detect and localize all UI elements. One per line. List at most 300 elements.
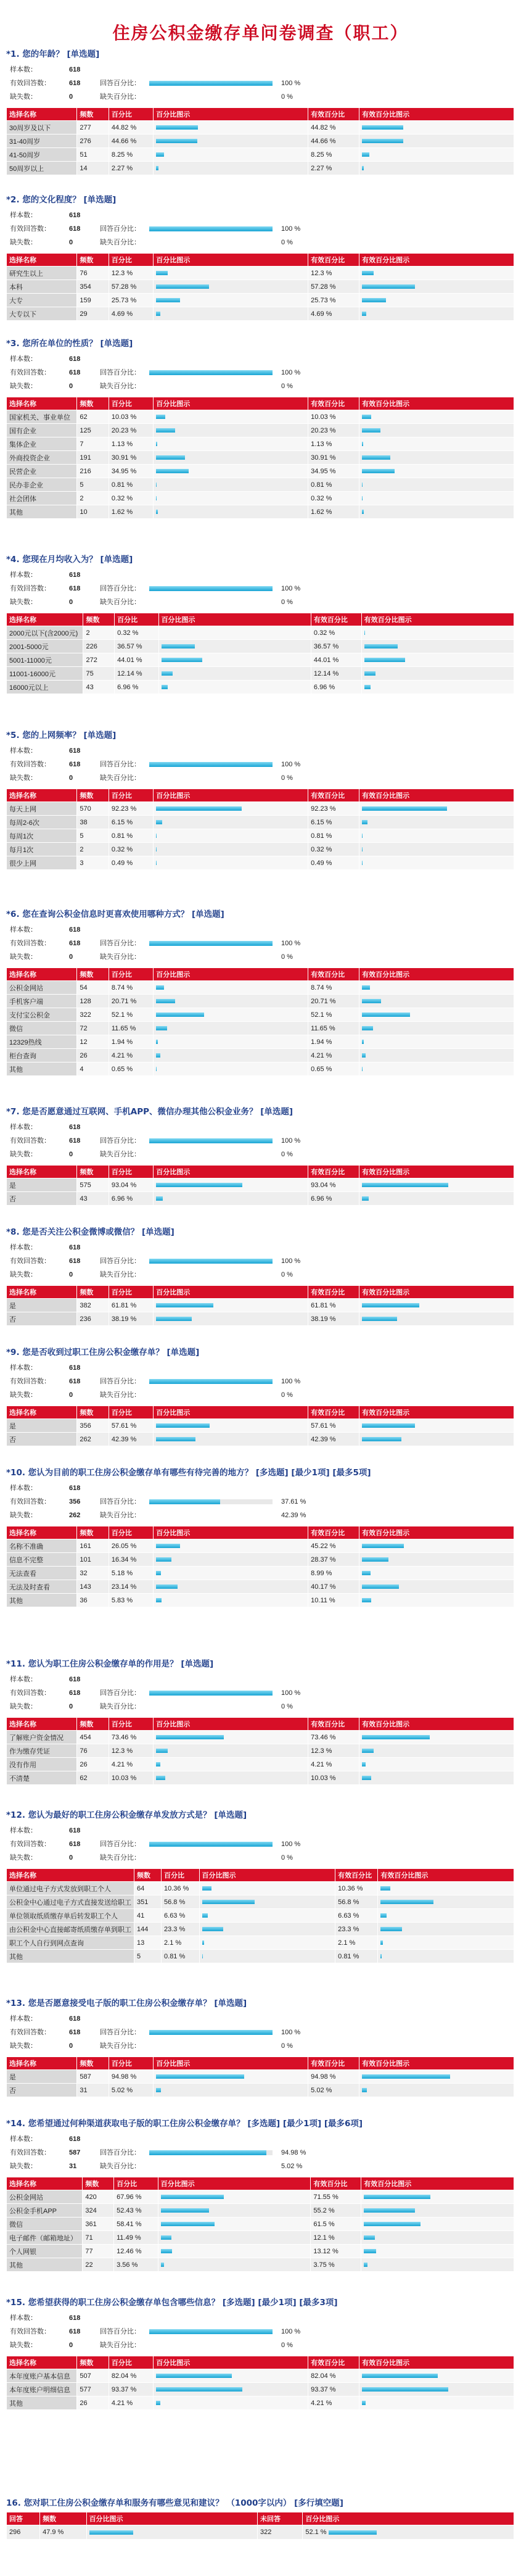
question-meta [6, 1120, 515, 1161]
missing-pct-label: 缺失百分比： [100, 383, 141, 390]
option-valid-pct: 3.75 % [311, 2258, 361, 2272]
sample-value: 618 [69, 1244, 81, 1251]
question-3 [6, 336, 515, 519]
option-pct: 44.82 % [109, 121, 153, 135]
option-name: 11001-16000元 [7, 667, 83, 681]
option-valid-pct-bar [362, 834, 454, 838]
options-table [6, 789, 514, 870]
header-option: 选择名称 [7, 2057, 77, 2070]
sample-value: 618 [69, 926, 81, 934]
option-pct-bar [156, 861, 248, 865]
sample-label: 样本数： [10, 212, 37, 219]
option-name: 无法及时查看 [7, 1580, 77, 1594]
option-valid-pct: 4.69 % [308, 307, 359, 321]
option-count: 43 [83, 681, 115, 694]
options-table [6, 253, 514, 321]
option-row [7, 1771, 514, 1785]
valid-pct-bar [149, 2030, 273, 2035]
option-valid-pct-bar [364, 2235, 456, 2240]
header-count: 频数 [77, 2057, 109, 2070]
option-pct: 0.65 % [109, 1062, 153, 1076]
valid-pct-bar [149, 1138, 273, 1143]
option-valid-pct: 30.91 % [308, 451, 359, 465]
option-valid-pct: 4.21 % [308, 2396, 359, 2410]
option-pct-bar [156, 312, 248, 316]
option-count: 43 [77, 1192, 109, 1206]
missing-value: 0 [69, 93, 73, 101]
option-valid-pct-bar [364, 685, 457, 689]
option-count: 276 [77, 135, 109, 148]
option-pct-bar [156, 2401, 248, 2405]
meta-missing-row [10, 1148, 515, 1161]
missing-pct-label: 缺失百分比： [100, 1151, 141, 1158]
option-row [7, 1580, 514, 1594]
valid-label: 有效回答数： [10, 1257, 51, 1265]
option-valid-pct-bar [362, 1584, 454, 1589]
question-10 [6, 1465, 515, 1607]
valid-label: 有效回答数： [10, 2029, 51, 2036]
question-title: *9. 您是否收到过职工住房公积金缴存单？ [单选题] [6, 1348, 200, 1357]
option-count: 64 [134, 1882, 162, 1895]
option-row [7, 1062, 514, 1076]
option-name: 50周岁以上 [7, 162, 77, 175]
option-name: 本科 [7, 280, 77, 294]
header-valid-pct: 有效百分比 [311, 2177, 361, 2190]
valid-pct-value: 100 % [281, 2328, 301, 2335]
header-option: 选择名称 [7, 789, 77, 802]
option-row [7, 1895, 514, 1909]
valid-pct-label: 回答百分比： [100, 761, 141, 768]
option-count: 577 [77, 2383, 109, 2396]
option-name: 外商投资企业 [7, 451, 77, 465]
missing-label: 缺失数： [10, 1854, 37, 1862]
header-count: 频数 [134, 1869, 162, 1882]
option-valid-pct: 0.81 % [308, 829, 359, 843]
q16-not-pct: 52.1 % [305, 2528, 327, 2536]
valid-pct-bar [149, 1379, 273, 1384]
option-valid-pct: 0.81 % [308, 478, 359, 492]
option-count: 38 [77, 816, 109, 829]
option-name: 其他 [7, 505, 77, 519]
header-pct: 百分比 [114, 2177, 158, 2190]
header-option: 选择名称 [7, 1406, 77, 1419]
header-pct: 百分比 [109, 1718, 153, 1731]
header-valid-chart: 有效百分比图示 [359, 397, 514, 410]
missing-value: 0 [69, 953, 73, 961]
option-name: 41-50周岁 [7, 148, 77, 162]
header-count: 频数 [77, 1286, 109, 1299]
option-row [7, 437, 514, 451]
option-valid-pct-bar [362, 1040, 454, 1044]
option-count: 2 [83, 626, 115, 640]
valid-pct-bar [149, 586, 273, 591]
valid-value: 618 [69, 761, 81, 768]
option-valid-pct-bar [362, 1026, 454, 1030]
option-name: 大专 [7, 294, 77, 307]
options-table [6, 613, 514, 694]
header-valid-chart: 有效百分比图示 [359, 254, 514, 267]
missing-value: 0 [69, 774, 73, 782]
valid-value: 618 [69, 585, 81, 592]
option-pct-bar [156, 1196, 248, 1201]
option-pct-bar [156, 125, 248, 130]
option-name: 了解账户资金情况 [7, 1731, 77, 1744]
missing-pct-label: 缺失百分比： [100, 1271, 141, 1278]
option-name: 名称不准确 [7, 1539, 77, 1553]
valid-pct-label: 回答百分比： [100, 1689, 141, 1697]
option-count: 507 [77, 2369, 109, 2383]
header-valid-pct: 有效百分比 [308, 2356, 359, 2369]
missing-label: 缺失数： [10, 2042, 37, 2050]
option-count: 72 [77, 1022, 109, 1035]
option-valid-pct-bar [364, 658, 457, 662]
missing-pct-label: 缺失百分比： [100, 953, 141, 961]
header-pct: 百分比 [109, 2057, 153, 2070]
option-count: 575 [77, 1178, 109, 1192]
option-pct: 12.3 % [109, 267, 153, 280]
option-pct-bar [156, 284, 248, 289]
option-count: 26 [77, 1758, 109, 1771]
header-option: 选择名称 [7, 108, 77, 121]
option-valid-pct-bar [362, 2088, 454, 2092]
option-valid-pct: 6.96 % [308, 1192, 359, 1206]
valid-label: 有效回答数： [10, 2149, 51, 2156]
option-pct: 30.91 % [109, 451, 153, 465]
option-row [7, 1178, 514, 1192]
option-valid-pct-bar [362, 166, 454, 170]
meta-missing-row [10, 1700, 515, 1713]
valid-label: 有效回答数： [10, 1689, 51, 1697]
option-valid-pct-bar [362, 2074, 454, 2079]
option-pct: 8.25 % [109, 148, 153, 162]
option-name: 信息不完整 [7, 1553, 77, 1567]
option-pct-bar [156, 2074, 248, 2079]
option-valid-pct-bar [362, 298, 454, 302]
options-table [6, 1868, 514, 1963]
missing-pct-label: 缺失百分比： [100, 1703, 141, 1710]
option-pct: 0.32 % [109, 843, 153, 856]
option-pct: 93.04 % [109, 1178, 153, 1192]
header-valid-pct: 有效百分比 [308, 1286, 359, 1299]
option-valid-pct: 45.22 % [308, 1539, 359, 1553]
option-row [7, 307, 514, 321]
option-count: 216 [77, 465, 109, 478]
option-pct: 82.04 % [109, 2369, 153, 2383]
question-title: *11. 您认为职工住房公积金缴存单的作用是？ [单选题] [6, 1659, 214, 1669]
meta-valid-row [10, 2026, 515, 2039]
valid-label: 有效回答数： [10, 1498, 51, 1505]
valid-pct-value: 100 % [281, 2029, 301, 2036]
meta-valid-row [10, 582, 515, 595]
meta-sample-row [10, 63, 515, 77]
option-pct-bar [156, 1437, 248, 1441]
missing-label: 缺失数： [10, 953, 37, 961]
option-pct-bar [162, 685, 254, 689]
option-valid-pct-bar [362, 1053, 454, 1058]
sample-value: 618 [69, 2015, 81, 2023]
meta-missing-row [10, 595, 515, 609]
header-pct: 百分比 [109, 108, 153, 121]
option-row [7, 1419, 514, 1433]
option-pct-bar [156, 999, 248, 1003]
option-pct: 52.43 % [114, 2204, 158, 2218]
option-row [7, 1882, 514, 1895]
sample-value: 618 [69, 2314, 81, 2322]
option-count: 324 [83, 2204, 114, 2218]
valid-label: 有效回答数： [10, 80, 51, 87]
missing-label: 缺失数： [10, 1151, 37, 1158]
question-7 [6, 1104, 515, 1206]
option-row [7, 1909, 514, 1923]
header-pct-chart: 百分比图示 [154, 254, 308, 267]
option-row [7, 1594, 514, 1607]
valid-pct-value: 100 % [281, 80, 301, 87]
option-valid-pct-bar [362, 312, 454, 316]
options-table [6, 397, 514, 519]
meta-missing-row [10, 2039, 515, 2053]
meta-valid-row [10, 77, 515, 90]
header-option: 选择名称 [7, 1286, 77, 1299]
option-pct: 73.46 % [109, 1731, 153, 1744]
header-valid-pct: 有效百分比 [308, 254, 359, 267]
header-valid-pct: 有效百分比 [308, 1166, 359, 1178]
option-valid-pct-bar [362, 1423, 454, 1428]
valid-label: 有效回答数： [10, 1841, 51, 1848]
option-count: 2 [77, 492, 109, 505]
sample-label: 样本数： [10, 2015, 37, 2023]
option-pct: 25.73 % [109, 294, 153, 307]
option-count: 32 [77, 1567, 109, 1580]
option-valid-pct: 44.82 % [308, 121, 359, 135]
option-count: 161 [77, 1539, 109, 1553]
option-pct-bar [156, 1776, 248, 1780]
option-valid-pct-bar [362, 1776, 454, 1780]
option-pct-bar [156, 469, 248, 473]
option-row [7, 640, 514, 653]
option-count: 5 [77, 478, 109, 492]
option-pct: 44.66 % [109, 135, 153, 148]
meta-sample-row [10, 1673, 515, 1686]
option-valid-pct: 2.1 % [335, 1936, 378, 1950]
option-count: 12 [77, 1035, 109, 1049]
option-name: 其他 [7, 1062, 77, 1076]
header-pct-chart: 百分比图示 [154, 968, 308, 981]
option-row [7, 1299, 514, 1312]
valid-pct-value: 100 % [281, 369, 301, 376]
option-row [7, 829, 514, 843]
option-pct-bar [156, 2387, 248, 2392]
meta-missing-row [10, 950, 515, 964]
header-count: 频数 [77, 397, 109, 410]
sample-value: 618 [69, 355, 81, 363]
option-row [7, 1022, 514, 1035]
option-pct: 58.41 % [114, 2218, 158, 2231]
valid-pct-value: 37.61 % [281, 1498, 306, 1505]
option-valid-pct-bar [362, 496, 454, 500]
option-valid-pct-bar [362, 1067, 454, 1071]
option-valid-pct: 1.62 % [308, 505, 359, 519]
option-row [7, 2245, 514, 2258]
question-title: *6. 您在查询公积金信息时更喜欢使用哪种方式？ [单选题] [6, 909, 224, 919]
option-name: 是 [7, 1178, 77, 1192]
option-pct: 38.19 % [109, 1312, 153, 1326]
option-count: 354 [77, 280, 109, 294]
question-meta [6, 209, 515, 249]
option-valid-pct-bar [364, 2249, 456, 2253]
option-row [7, 492, 514, 505]
sample-label: 样本数： [10, 747, 37, 755]
missing-label: 缺失数： [10, 2163, 37, 2170]
header-pct-chart: 百分比图示 [154, 1406, 308, 1419]
option-valid-pct: 20.23 % [308, 424, 359, 437]
missing-pct-label: 缺失百分比： [100, 2042, 141, 2050]
valid-value: 618 [69, 225, 81, 233]
valid-value: 618 [69, 1137, 81, 1145]
option-pct: 5.83 % [109, 1594, 153, 1607]
option-valid-pct-bar [362, 1598, 454, 1602]
option-pct: 1.13 % [109, 437, 153, 451]
option-pct-bar [156, 2374, 248, 2378]
meta-valid-row [10, 937, 515, 950]
q16-answered: 296 [7, 2525, 40, 2540]
meta-sample-row [10, 2311, 515, 2325]
question-title: *15. 您希望获得的职工住房公积金缴存单包含哪些信息？ [多选题] [最少1项] [最多3项] [6, 2298, 338, 2308]
option-valid-pct: 38.19 % [308, 1312, 359, 1326]
meta-missing-row [10, 1388, 515, 1402]
option-name: 大专以下 [7, 307, 77, 321]
options-table [6, 1285, 514, 1326]
q16-not-answered: 322 [258, 2525, 303, 2540]
question-meta [6, 1241, 515, 1282]
valid-pct-label: 回答百分比： [100, 1841, 141, 1848]
option-pct-bar [156, 166, 248, 170]
option-name: 无法查看 [7, 1567, 77, 1580]
valid-label: 有效回答数： [10, 225, 51, 233]
option-count: 226 [83, 640, 115, 653]
option-count: 454 [77, 1731, 109, 1744]
option-pct-bar [156, 455, 248, 460]
option-count: 5 [77, 829, 109, 843]
meta-sample-row [10, 744, 515, 758]
option-count: 101 [77, 1553, 109, 1567]
question-11 [6, 1657, 515, 1785]
meta-sample-row [10, 923, 515, 937]
missing-label: 缺失数： [10, 93, 37, 101]
option-name: 其他 [7, 2396, 77, 2410]
option-row [7, 2258, 514, 2272]
option-name: 31-40周岁 [7, 135, 77, 148]
question-title: *14. 您希望通过何种渠道获取电子版的职工住房公积金缴存单？ [多选题] [最少1项] [最多6项] [6, 2119, 363, 2129]
option-name: 本年度账户明细信息 [7, 2383, 77, 2396]
option-pct: 0.81 % [162, 1950, 200, 1963]
option-valid-pct: 61.81 % [308, 1299, 359, 1312]
header-valid-chart: 有效百分比图示 [359, 1526, 514, 1539]
option-row [7, 424, 514, 437]
question-title: *2. 您的文化程度？ [单选题] [6, 195, 117, 205]
option-count: 236 [77, 1312, 109, 1326]
option-valid-pct-bar [362, 1317, 454, 1321]
question-meta [6, 568, 515, 609]
option-name: 很少上网 [7, 856, 77, 870]
option-valid-pct-bar [362, 1571, 454, 1575]
option-pct: 1.62 % [109, 505, 153, 519]
header-pct-chart: 百分比图示 [154, 789, 308, 802]
option-row [7, 410, 514, 424]
question-title: *1. 您的年龄？ [单选题] [6, 49, 100, 59]
option-count: 361 [83, 2218, 114, 2231]
option-pct-bar [202, 1900, 295, 1904]
option-count: 5 [134, 1950, 162, 1963]
option-pct: 4.21 % [109, 1049, 153, 1062]
missing-pct-value: 0 % [281, 383, 293, 390]
header-option: 选择名称 [7, 1869, 134, 1882]
option-name: 5001-11000元 [7, 653, 83, 667]
header-valid-chart: 有效百分比图示 [361, 2177, 514, 2190]
question-meta [6, 2012, 515, 2053]
question-meta [6, 2311, 515, 2352]
option-count: 31 [77, 2084, 109, 2097]
header-pct: 百分比 [115, 613, 158, 626]
option-valid-pct: 1.94 % [308, 1035, 359, 1049]
option-pct: 0.81 % [109, 829, 153, 843]
option-valid-pct-bar [364, 2222, 456, 2226]
header-valid-chart: 有效百分比图示 [359, 968, 514, 981]
meta-sample-row [10, 2132, 515, 2146]
option-valid-pct: 0.32 % [308, 492, 359, 505]
option-name: 公积金中心通过电子方式直接发送给职工 [7, 1895, 134, 1909]
option-valid-pct: 57.61 % [308, 1419, 359, 1433]
header-valid-pct: 有效百分比 [308, 1406, 359, 1419]
missing-pct-label: 缺失百分比： [100, 2163, 141, 2170]
option-count: 356 [77, 1419, 109, 1433]
meta-valid-row [10, 1254, 515, 1268]
valid-pct-bar [149, 2150, 273, 2155]
option-valid-pct: 4.21 % [308, 1049, 359, 1062]
option-pct-bar [202, 1913, 295, 1918]
option-pct-bar [156, 2088, 248, 2092]
option-name: 2000元以下(含2000元) [7, 626, 83, 640]
option-valid-pct: 52.1 % [308, 1008, 359, 1022]
question-title: *5. 您的上网频率？ [单选题] [6, 731, 117, 740]
option-valid-pct: 0.65 % [308, 1062, 359, 1076]
valid-pct-value: 100 % [281, 1137, 301, 1145]
option-count: 75 [83, 667, 115, 681]
options-table [6, 1165, 514, 1206]
missing-value: 0 [69, 239, 73, 246]
option-pct-bar [161, 2263, 253, 2267]
option-row [7, 2204, 514, 2218]
option-pct-bar [156, 442, 248, 446]
option-valid-pct-bar [362, 847, 454, 851]
sample-value: 618 [69, 1827, 81, 1834]
question-title: *3. 您所在单位的性质？ [单选题] [6, 339, 133, 349]
meta-sample-row [10, 1361, 515, 1375]
option-pct: 23.14 % [109, 1580, 153, 1594]
option-pct: 12.46 % [114, 2245, 158, 2258]
option-count: 272 [83, 653, 115, 667]
valid-pct-label: 回答百分比： [100, 2029, 141, 2036]
option-valid-pct: 0.81 % [335, 1950, 378, 1963]
valid-pct-value: 100 % [281, 225, 301, 233]
question-8 [6, 1225, 515, 1326]
header-pct-chart: 百分比图示 [154, 2057, 308, 2070]
option-name: 公积金手机APP [7, 2204, 83, 2218]
option-pct: 11.65 % [109, 1022, 153, 1035]
missing-value: 0 [69, 1703, 73, 1710]
option-valid-pct: 5.02 % [308, 2084, 359, 2097]
option-count: 322 [77, 1008, 109, 1022]
valid-pct-bar [149, 226, 273, 231]
